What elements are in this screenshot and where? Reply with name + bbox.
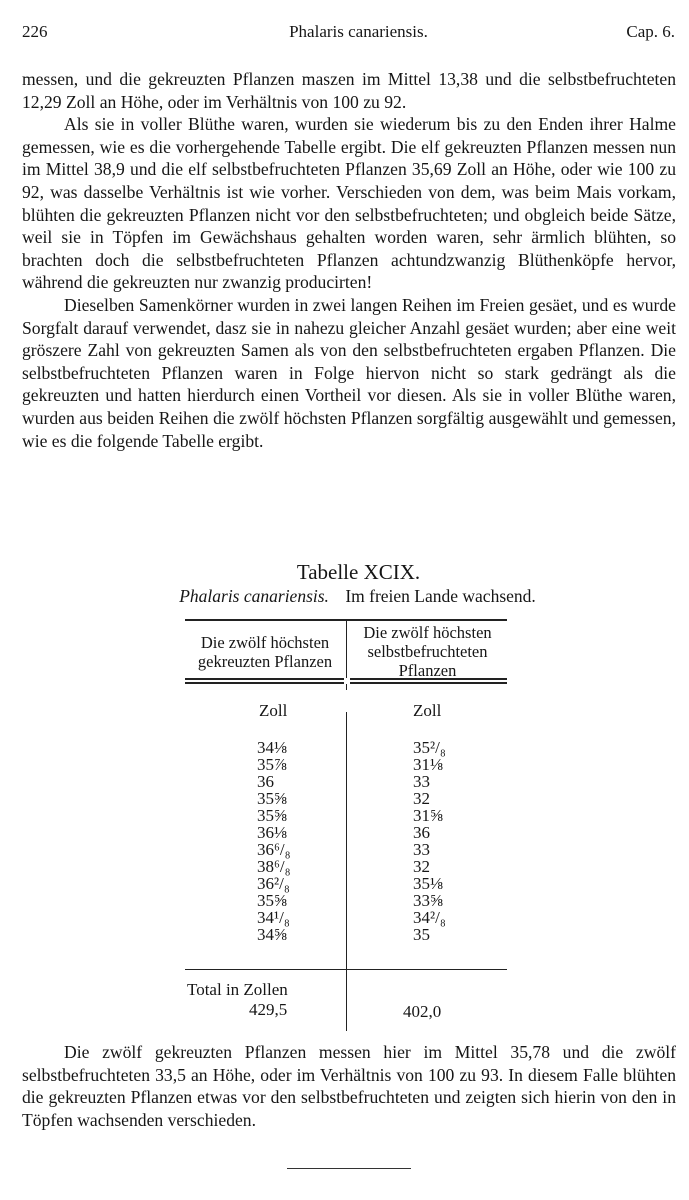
table-cell: 33 [413,772,430,791]
body-text-bottom [22,1041,676,1131]
crossed-values [257,739,291,943]
page-number: 226 [22,22,48,41]
running-title: Phalaris canariensis. [289,22,428,41]
table-cell: 34²/₈ [413,908,446,927]
table-cell: 31⅝ [413,806,443,825]
table-species: Phalaris canariensis. [179,586,329,606]
table-cell: 34⅛ [257,738,287,757]
table-cell: 31⅛ [413,755,443,774]
table-cell: 36⅛ [257,823,287,842]
table-subtitle [0,586,689,607]
table-title: Tabelle XCIX. [296,560,421,584]
unit-label-crossed: Zoll [259,701,288,720]
table-cell: 36²/₈ [257,874,290,893]
body-text-top [22,68,676,452]
table-cell: 34¹/₈ [257,908,290,927]
self-fertilized-values [413,739,446,943]
unit-label-self-fertilized: Zoll [413,701,442,720]
total-self-fertilized: 402,0 [403,1002,442,1021]
table-cell: 36⁶/₈ [257,840,291,859]
table-cell: 36 [257,772,274,791]
table-cell: 35⅝ [257,891,287,910]
total-label: Total in Zollen [187,980,288,999]
running-head [22,22,675,46]
divider-gap [344,690,350,712]
table-cell: 35⅝ [257,789,287,808]
paragraph-continued: messen, und die gekreuzten Pflanzen maszen im Mittel 13,38 und die selbstbefruchteten 12,29 Zoll an Höhe, oder im Verhältnis von 100 zu 92. [22,69,676,112]
table-cell: 33⅝ [413,891,443,910]
paragraph: Als sie in voller Blüthe waren, wurden sie wiederum bis zu den Enden ihrer Halme gemessen, wie es die vorhergehende Tabelle ergibt. Die elf gekreuzten Pflanzen messen nun im Mittel 38,9 und die elf selbstbefruchteten Pflanzen 35,69 Zoll an Höhe, oder wie 100 zu 92, was dasselbe Verhältnis ist wie vorher. Verschieden von dem, was beim Mais vorkam, blühten die gekreuzten Pflanzen nicht vor den selbstbefruchteten; und obgleich beide Sätze, weil sie in Töpfen im Gewächshaus gehalten worden waren, sehr ärmlich blühten, so brachten doch die selbstbefruchteten Pflanzen achtundzwanzig Blüthenköpfe hervor, während die gekreuzten nur zwanzig producirten! [22,114,676,293]
table-cell: 35⅛ [413,874,443,893]
paragraph: Die zwölf gekreuzten Pflanzen messen hier im Mittel 35,78 und die zwölf selbstbefruchteten 33,5 an Höhe, oder im Verhältnis von 100 zu 93. In diesem Falle blühten die gekreuzten Pflanzen etwas vor den selbstbefruchteten und zeigten sich hierin von den in Töpfen wachsenden verschieden. [22,1042,676,1130]
table-cell: 32 [413,857,430,876]
table-cell: 35²/₈ [413,738,446,757]
table-condition: Im freien Lande wachsend. [345,586,536,606]
total-crossed: 429,5 [249,1000,288,1019]
paragraph: Dieselben Samenkörner wurden in zwei langen Reihen im Freien gesäet, und es wurde Sorgfalt darauf verwendet, dasz sie in nahezu gleicher Anzahl gesäet wurden; aber eine weit gröszere Zahl von gekreuzten Samen als von den selbstbefruchteten ergaben Pflanzen. Die selbstbefruchteten Pflanzen waren in Folge hiervon nicht so stark gedrängt als die gekreuzten und hatten hierdurch einen Vortheil vor diesen. Als sie in voller Blüthe waren, wurden aus beiden Reihen die zwölf höchsten Pflanzen sorgfältig ausgewählt und gemessen, wie es die folgende Tabelle ergibt. [22,294,676,451]
table-cell: 36 [413,823,430,842]
table-cell: 35⅝ [257,806,287,825]
table-cell: 32 [413,789,430,808]
table-cell: 35⅞ [257,755,287,774]
table-cell: 35 [413,925,430,944]
column-header-self-fertilized: Die zwölf höchsten selbstbefruchteten Pflanzen [363,623,492,680]
table-cell: 38⁶/₈ [257,857,291,876]
table-cell: 34⅝ [257,925,287,944]
column-header-crossed: Die zwölf höchsten gekreuzten Pflanzen [197,633,333,671]
table-cell: 33 [413,840,430,859]
measurement-table [185,619,507,1031]
chapter-label: Cap. 6. [626,22,675,41]
section-end-rule [287,1168,411,1169]
